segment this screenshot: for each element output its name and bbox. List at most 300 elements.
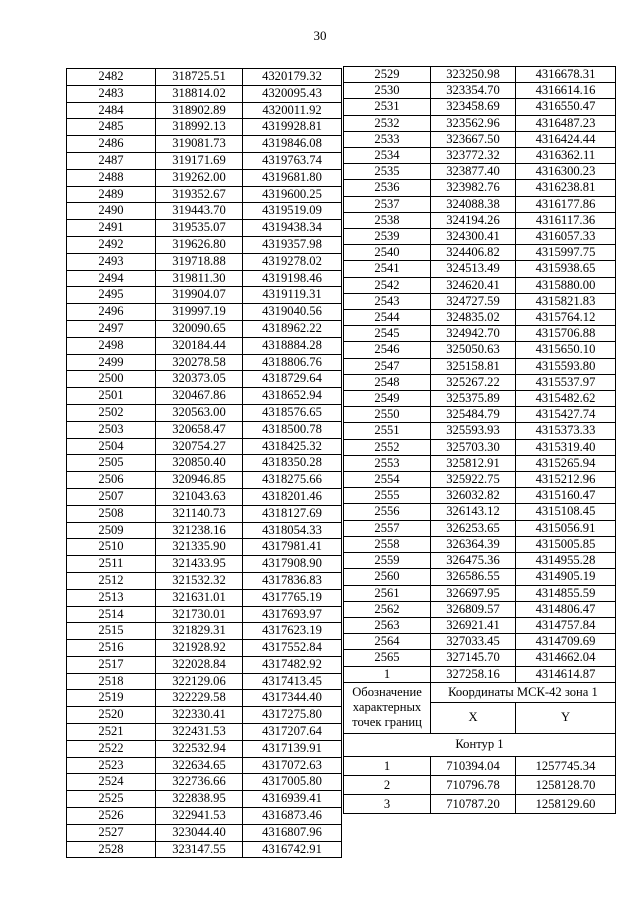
point-number: 2526 bbox=[67, 808, 156, 825]
y-value: 4319681.80 bbox=[243, 169, 342, 186]
table-row bbox=[67, 354, 342, 371]
point-number: 3 bbox=[344, 794, 431, 813]
x-value: 321043.63 bbox=[156, 488, 243, 505]
point-number: 2536 bbox=[344, 180, 431, 196]
y-value: 4318729.64 bbox=[243, 371, 342, 388]
table-row bbox=[67, 824, 342, 841]
x-value: 322330.41 bbox=[156, 707, 243, 724]
y-value: 4316424.44 bbox=[516, 131, 616, 147]
table-row bbox=[67, 791, 342, 808]
point-number: 2527 bbox=[67, 824, 156, 841]
point-number: 2507 bbox=[67, 488, 156, 505]
point-number: 2515 bbox=[67, 623, 156, 640]
point-number: 2492 bbox=[67, 236, 156, 253]
y-value: 4315821.83 bbox=[516, 293, 616, 309]
y-value: 4316057.33 bbox=[516, 229, 616, 245]
table-row bbox=[344, 439, 616, 455]
table-row bbox=[67, 438, 342, 455]
x-value: 322129.06 bbox=[156, 673, 243, 690]
table-row bbox=[344, 601, 616, 617]
table-row bbox=[67, 740, 342, 757]
y-value: 4318806.76 bbox=[243, 354, 342, 371]
y-value: 4316177.86 bbox=[516, 196, 616, 212]
x-value: 324620.41 bbox=[431, 277, 516, 293]
y-value: 4315108.45 bbox=[516, 504, 616, 520]
x-value: 323354.70 bbox=[431, 83, 516, 99]
y-value: 4315764.12 bbox=[516, 310, 616, 326]
table-row bbox=[344, 67, 616, 83]
table-row bbox=[344, 374, 616, 390]
x-value: 325812.91 bbox=[431, 455, 516, 471]
x-value: 323147.55 bbox=[156, 841, 243, 858]
table-row bbox=[344, 261, 616, 277]
x-value: 326143.12 bbox=[431, 504, 516, 520]
table-row bbox=[344, 342, 616, 358]
point-number: 2524 bbox=[67, 774, 156, 791]
point-number: 2490 bbox=[67, 203, 156, 220]
x-value: 321238.16 bbox=[156, 522, 243, 539]
point-number: 2528 bbox=[67, 841, 156, 858]
point-number: 2502 bbox=[67, 404, 156, 421]
table-row bbox=[67, 371, 342, 388]
point-number: 2499 bbox=[67, 354, 156, 371]
y-value: 4317207.64 bbox=[243, 724, 342, 741]
y-value: 4316873.46 bbox=[243, 808, 342, 825]
point-number: 2506 bbox=[67, 472, 156, 489]
x-value: 323877.40 bbox=[431, 164, 516, 180]
contour-table-row bbox=[344, 775, 616, 794]
table-row bbox=[344, 83, 616, 99]
y-value: 4317836.83 bbox=[243, 572, 342, 589]
header-block bbox=[344, 682, 616, 756]
y-value: 4315880.00 bbox=[516, 277, 616, 293]
y-value: 4315650.10 bbox=[516, 342, 616, 358]
point-number: 2547 bbox=[344, 358, 431, 374]
x-value: 327033.45 bbox=[431, 634, 516, 650]
x-value: 319171.69 bbox=[156, 152, 243, 169]
table-row bbox=[344, 650, 616, 666]
y-value: 4316117.36 bbox=[516, 212, 616, 228]
table-row bbox=[344, 536, 616, 552]
contour-row bbox=[344, 733, 616, 756]
x-value: 319262.00 bbox=[156, 169, 243, 186]
x-value: 326364.39 bbox=[431, 536, 516, 552]
point-number: 1 bbox=[344, 756, 431, 775]
table-row bbox=[67, 690, 342, 707]
table-row bbox=[344, 634, 616, 650]
table-row bbox=[67, 488, 342, 505]
table-row bbox=[67, 556, 342, 573]
table-row bbox=[67, 455, 342, 472]
y-value: 4314955.28 bbox=[516, 553, 616, 569]
y-value: 4316807.96 bbox=[243, 824, 342, 841]
y-value: 4318962.22 bbox=[243, 320, 342, 337]
point-number: 2525 bbox=[67, 791, 156, 808]
y-value: 4316550.47 bbox=[516, 99, 616, 115]
x-value: 324513.49 bbox=[431, 261, 516, 277]
x-value: 320090.65 bbox=[156, 320, 243, 337]
table-row bbox=[67, 85, 342, 102]
x-value: 326475.36 bbox=[431, 553, 516, 569]
x-value: 710394.04 bbox=[431, 756, 516, 775]
table-row bbox=[67, 236, 342, 253]
point-number: 2486 bbox=[67, 136, 156, 153]
table-row bbox=[67, 673, 342, 690]
point-number: 2495 bbox=[67, 287, 156, 304]
table-row bbox=[344, 196, 616, 212]
table-row bbox=[67, 522, 342, 539]
y-value: 4316742.91 bbox=[243, 841, 342, 858]
x-value: 318992.13 bbox=[156, 119, 243, 136]
table-row bbox=[67, 623, 342, 640]
page-number: 30 bbox=[313, 28, 327, 43]
table-row bbox=[67, 69, 342, 86]
table-row bbox=[67, 136, 342, 153]
point-number: 2520 bbox=[67, 707, 156, 724]
x-value: 326586.55 bbox=[431, 569, 516, 585]
y-value: 4317413.45 bbox=[243, 673, 342, 690]
table-row bbox=[344, 326, 616, 342]
x-value: 319443.70 bbox=[156, 203, 243, 220]
table-row bbox=[67, 707, 342, 724]
point-number: 2530 bbox=[344, 83, 431, 99]
point-number: 2541 bbox=[344, 261, 431, 277]
point-number: 2522 bbox=[67, 740, 156, 757]
y-value: 4315373.33 bbox=[516, 423, 616, 439]
y-value: 4315938.65 bbox=[516, 261, 616, 277]
x-value: 325922.75 bbox=[431, 472, 516, 488]
point-number: 2508 bbox=[67, 505, 156, 522]
y-value: 4316487.23 bbox=[516, 115, 616, 131]
table-row bbox=[67, 572, 342, 589]
point-number: 2554 bbox=[344, 472, 431, 488]
y-value: 4319119.31 bbox=[243, 287, 342, 304]
y-value: 4317765.19 bbox=[243, 589, 342, 606]
point-number: 2548 bbox=[344, 374, 431, 390]
point-number: 2483 bbox=[67, 85, 156, 102]
x-value: 324727.59 bbox=[431, 293, 516, 309]
table-row bbox=[67, 119, 342, 136]
x-value: 321140.73 bbox=[156, 505, 243, 522]
x-value: 321532.32 bbox=[156, 572, 243, 589]
x-value: 322838.95 bbox=[156, 791, 243, 808]
y-value: 4317005.80 bbox=[243, 774, 342, 791]
table-row bbox=[344, 520, 616, 536]
y-value: 4318054.33 bbox=[243, 522, 342, 539]
x-value: 323250.98 bbox=[431, 67, 516, 83]
y-value: 4316678.31 bbox=[516, 67, 616, 83]
table-row bbox=[67, 757, 342, 774]
x-value: 320850.40 bbox=[156, 455, 243, 472]
table-row bbox=[344, 358, 616, 374]
x-value: 321631.01 bbox=[156, 589, 243, 606]
x-value: 319535.07 bbox=[156, 220, 243, 237]
x-value: 324194.26 bbox=[431, 212, 516, 228]
point-number: 2534 bbox=[344, 148, 431, 164]
point-number: 2550 bbox=[344, 407, 431, 423]
y-value: 4319928.81 bbox=[243, 119, 342, 136]
x-value: 319626.80 bbox=[156, 236, 243, 253]
table-row bbox=[344, 666, 616, 682]
x-value: 325267.22 bbox=[431, 374, 516, 390]
x-value: 326809.57 bbox=[431, 601, 516, 617]
y-value: 4314905.19 bbox=[516, 569, 616, 585]
table-row bbox=[344, 115, 616, 131]
point-number: 2529 bbox=[344, 67, 431, 83]
x-value: 320278.58 bbox=[156, 354, 243, 371]
point-number: 2517 bbox=[67, 656, 156, 673]
table-row bbox=[67, 841, 342, 858]
y-value: 4315056.91 bbox=[516, 520, 616, 536]
point-number: 2537 bbox=[344, 196, 431, 212]
y-value: 4316238.81 bbox=[516, 180, 616, 196]
y-value: 4317139.91 bbox=[243, 740, 342, 757]
contour-table-row bbox=[344, 756, 616, 775]
point-number: 2485 bbox=[67, 119, 156, 136]
x-value: 318902.89 bbox=[156, 102, 243, 119]
table-row bbox=[67, 539, 342, 556]
table-row bbox=[67, 808, 342, 825]
x-value: 323562.96 bbox=[431, 115, 516, 131]
x-value: 319997.19 bbox=[156, 304, 243, 321]
x-value: 324088.38 bbox=[431, 196, 516, 212]
point-number: 2556 bbox=[344, 504, 431, 520]
table-row bbox=[344, 569, 616, 585]
y-value: 4317275.80 bbox=[243, 707, 342, 724]
contour-label: Контур 1 bbox=[344, 733, 616, 756]
point-number: 2540 bbox=[344, 245, 431, 261]
y-value: 4317552.84 bbox=[243, 640, 342, 657]
point-number: 2532 bbox=[344, 115, 431, 131]
y-value: 4318652.94 bbox=[243, 388, 342, 405]
x-value: 319811.30 bbox=[156, 270, 243, 287]
x-value: 322028.84 bbox=[156, 656, 243, 673]
table-row bbox=[344, 277, 616, 293]
x-value: 320946.85 bbox=[156, 472, 243, 489]
table-row bbox=[344, 310, 616, 326]
point-number: 2560 bbox=[344, 569, 431, 585]
y-value: 4319763.74 bbox=[243, 152, 342, 169]
x-value: 324300.41 bbox=[431, 229, 516, 245]
x-value: 323667.50 bbox=[431, 131, 516, 147]
x-value: 326253.65 bbox=[431, 520, 516, 536]
table-row bbox=[67, 152, 342, 169]
table-row bbox=[344, 212, 616, 228]
x-value: 320467.86 bbox=[156, 388, 243, 405]
y-value: 4319198.46 bbox=[243, 270, 342, 287]
point-number: 2510 bbox=[67, 539, 156, 556]
x-value: 319904.07 bbox=[156, 287, 243, 304]
table-row bbox=[67, 724, 342, 741]
header-row bbox=[344, 682, 616, 702]
point-number: 2501 bbox=[67, 388, 156, 405]
y-value: 4317482.92 bbox=[243, 656, 342, 673]
x-value: 325158.81 bbox=[431, 358, 516, 374]
table-row bbox=[67, 320, 342, 337]
table-row bbox=[344, 472, 616, 488]
point-number: 2514 bbox=[67, 606, 156, 623]
coordinates-table-right bbox=[343, 66, 616, 814]
x-value: 322736.66 bbox=[156, 774, 243, 791]
y-value: 4315997.75 bbox=[516, 245, 616, 261]
point-number: 2491 bbox=[67, 220, 156, 237]
x-value: 326032.82 bbox=[431, 488, 516, 504]
y-value: 4315319.40 bbox=[516, 439, 616, 455]
point-number: 2546 bbox=[344, 342, 431, 358]
point-number: 2503 bbox=[67, 421, 156, 438]
point-number: 2511 bbox=[67, 556, 156, 573]
y-value: 4317072.63 bbox=[243, 757, 342, 774]
point-number: 2500 bbox=[67, 371, 156, 388]
table-row bbox=[344, 553, 616, 569]
table-row bbox=[67, 186, 342, 203]
x-value: 324835.02 bbox=[431, 310, 516, 326]
y-value: 4318350.28 bbox=[243, 455, 342, 472]
point-number: 2487 bbox=[67, 152, 156, 169]
point-number: 2557 bbox=[344, 520, 431, 536]
table-row bbox=[67, 404, 342, 421]
table-row bbox=[344, 407, 616, 423]
point-number: 2498 bbox=[67, 337, 156, 354]
y-value: 1258128.70 bbox=[516, 775, 616, 794]
table-row bbox=[344, 504, 616, 520]
y-value: 4318500.78 bbox=[243, 421, 342, 438]
point-number: 2513 bbox=[67, 589, 156, 606]
x-value: 325375.89 bbox=[431, 391, 516, 407]
x-value: 320373.05 bbox=[156, 371, 243, 388]
point-number: 2531 bbox=[344, 99, 431, 115]
y-value: 4315593.80 bbox=[516, 358, 616, 374]
y-value: 4318275.66 bbox=[243, 472, 342, 489]
point-number: 2553 bbox=[344, 455, 431, 471]
point-number: 2497 bbox=[67, 320, 156, 337]
y-value: 4318576.65 bbox=[243, 404, 342, 421]
y-value: 4316362.11 bbox=[516, 148, 616, 164]
table-row bbox=[67, 640, 342, 657]
point-number: 2555 bbox=[344, 488, 431, 504]
x-value: 322532.94 bbox=[156, 740, 243, 757]
x-value: 319718.88 bbox=[156, 253, 243, 270]
x-value: 324942.70 bbox=[431, 326, 516, 342]
y-value: 4318201.46 bbox=[243, 488, 342, 505]
table-row bbox=[67, 774, 342, 791]
y-value: 4317623.19 bbox=[243, 623, 342, 640]
designation-header: Обозначение характерных точек границ bbox=[344, 682, 431, 733]
point-number: 2542 bbox=[344, 277, 431, 293]
x-value: 327258.16 bbox=[431, 666, 516, 682]
x-value: 321829.31 bbox=[156, 623, 243, 640]
point-number: 2544 bbox=[344, 310, 431, 326]
table-row bbox=[67, 169, 342, 186]
y-value: 1258129.60 bbox=[516, 794, 616, 813]
table-row bbox=[344, 148, 616, 164]
y-value: 4315537.97 bbox=[516, 374, 616, 390]
x-value: 710796.78 bbox=[431, 775, 516, 794]
y-value: 4318425.32 bbox=[243, 438, 342, 455]
y-value: 4318884.28 bbox=[243, 337, 342, 354]
point-number: 2543 bbox=[344, 293, 431, 309]
x-value: 321730.01 bbox=[156, 606, 243, 623]
y-value: 4319438.34 bbox=[243, 220, 342, 237]
x-value: 323044.40 bbox=[156, 824, 243, 841]
x-value: 320658.47 bbox=[156, 421, 243, 438]
x-value: 326697.95 bbox=[431, 585, 516, 601]
point-number: 2496 bbox=[67, 304, 156, 321]
x-value: 326921.41 bbox=[431, 617, 516, 633]
x-value: 323982.76 bbox=[431, 180, 516, 196]
table-row bbox=[67, 606, 342, 623]
x-value: 320563.00 bbox=[156, 404, 243, 421]
y-value: 4319357.98 bbox=[243, 236, 342, 253]
point-number: 2488 bbox=[67, 169, 156, 186]
point-number: 2518 bbox=[67, 673, 156, 690]
point-number: 2512 bbox=[67, 572, 156, 589]
y-value: 4314855.59 bbox=[516, 585, 616, 601]
x-value: 322941.53 bbox=[156, 808, 243, 825]
point-number: 2551 bbox=[344, 423, 431, 439]
x-value: 318814.02 bbox=[156, 85, 243, 102]
y-value: 4315482.62 bbox=[516, 391, 616, 407]
y-value: 4316300.23 bbox=[516, 164, 616, 180]
y-value: 4314662.04 bbox=[516, 650, 616, 666]
x-value: 321928.92 bbox=[156, 640, 243, 657]
point-number: 2539 bbox=[344, 229, 431, 245]
y-value: 4319600.25 bbox=[243, 186, 342, 203]
table-row bbox=[344, 391, 616, 407]
x-value: 325050.63 bbox=[431, 342, 516, 358]
x-value: 319352.67 bbox=[156, 186, 243, 203]
point-number: 2482 bbox=[67, 69, 156, 86]
y-value: 4314806.47 bbox=[516, 601, 616, 617]
point-number: 2 bbox=[344, 775, 431, 794]
x-value: 318725.51 bbox=[156, 69, 243, 86]
contour-table-body bbox=[344, 756, 616, 813]
x-value: 321433.95 bbox=[156, 556, 243, 573]
table-row bbox=[67, 388, 342, 405]
x-value: 323772.32 bbox=[431, 148, 516, 164]
table-row bbox=[344, 455, 616, 471]
x-value: 323458.69 bbox=[431, 99, 516, 115]
table-row bbox=[67, 589, 342, 606]
point-number: 2561 bbox=[344, 585, 431, 601]
table-row bbox=[67, 253, 342, 270]
y-value: 4317344.40 bbox=[243, 690, 342, 707]
y-value: 4320179.32 bbox=[243, 69, 342, 86]
left-table-body bbox=[67, 69, 342, 858]
y-value: 4320095.43 bbox=[243, 85, 342, 102]
x-value: 325484.79 bbox=[431, 407, 516, 423]
table-row bbox=[67, 421, 342, 438]
point-number: 2504 bbox=[67, 438, 156, 455]
y-value: 4317693.97 bbox=[243, 606, 342, 623]
point-number: 2558 bbox=[344, 536, 431, 552]
table-row bbox=[67, 203, 342, 220]
point-number: 2484 bbox=[67, 102, 156, 119]
y-value: 4315706.88 bbox=[516, 326, 616, 342]
x-value: 319081.73 bbox=[156, 136, 243, 153]
x-value: 321335.90 bbox=[156, 539, 243, 556]
table-row bbox=[67, 220, 342, 237]
y-value: 4319519.09 bbox=[243, 203, 342, 220]
point-number: 2519 bbox=[67, 690, 156, 707]
x-value: 324406.82 bbox=[431, 245, 516, 261]
table-row bbox=[344, 99, 616, 115]
y-value: 4319040.56 bbox=[243, 304, 342, 321]
y-value: 4316614.16 bbox=[516, 83, 616, 99]
point-number: 2549 bbox=[344, 391, 431, 407]
point-number: 2545 bbox=[344, 326, 431, 342]
point-number: 2565 bbox=[344, 650, 431, 666]
